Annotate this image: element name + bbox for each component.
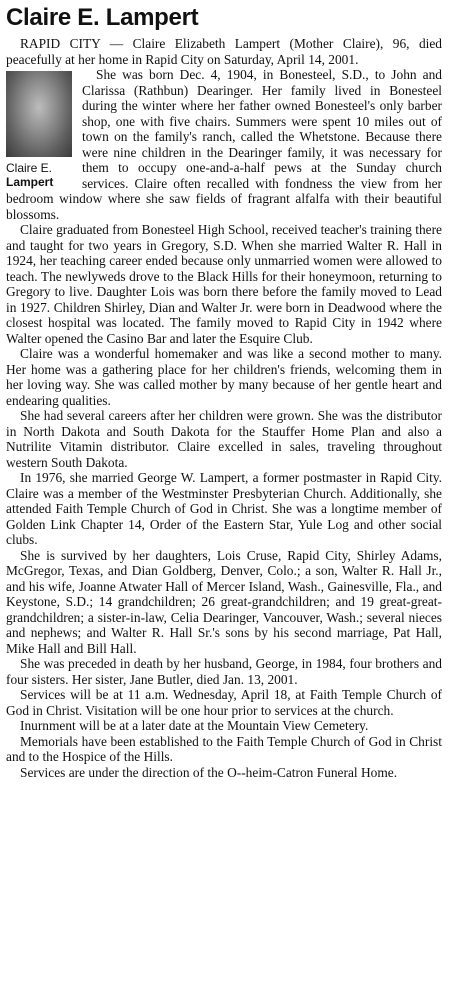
paragraph-careers: She had several careers after her children were grown. She was the distributor in North Dakota and South Dakota for the Stauffer Home Plan and also a Nutrilite Vitamin distributor. Claire excelled in sales, traveling throughout western South Dakota. xyxy=(6,408,442,470)
photo-figure xyxy=(6,71,72,189)
paragraph-early-life: She was born Dec. 4, 1904, in Bonesteel, S.D., to John and Clarissa (Rathbun) Dearinger. Her family lived in Bonesteel during the winter where her father owned Bonesteel's only barber shop, one with five chairs. Summers were spent 10 miles out of town on the family's ranch, called the Whetstone. Because there were nine children in the Dearinger family, it was necessary for them to occupy one-and-a-half pews at the Sunday church services. Claire often recalled with fondness the view from her bedroom window where she saw fields of fragrant alfalfa with their beautiful blossoms. xyxy=(6,67,442,222)
obituary-headline: Claire E. Lampert xyxy=(6,4,199,31)
paragraph-second-marriage: In 1976, she married George W. Lampert, a former postmaster in Rapid City. Claire was a member of the Westminster Presbyterian Church. Additionally, she attended Faith Temple Church of God in Christ. She was a longtime member of Golden Link Chapter 14, Order of the Eastern Star, Yule Log and other social clubs. xyxy=(6,470,442,547)
paragraph-intro: RAPID CITY — Claire Elizabeth Lampert (Mother Claire), 96, died peacefully at her home in Rapid City on Saturday, April 14, 2001. xyxy=(6,36,442,67)
paragraph-homemaker: Claire was a wonderful homemaker and was like a second mother to many. Her home was a gathering place for her children's friends, welcoming them in her loving way. She was called mother by many because of her gentle heart and endearing qualities. xyxy=(6,346,442,408)
paragraph-preceded: She was preceded in death by her husband, George, in 1984, four brothers and four sisters. Her sister, Jane Butler, died Jan. 13, 2001. xyxy=(6,656,442,687)
paragraph-survivors: She is survived by her daughters, Lois Cruse, Rapid City, Shirley Adams, McGregor, Texas, and Dian Goldberg, Denver, Colo.; a son, Walter R. Hall Jr., and his wife, Joanne Atwater Hall of Mercer Island, Wash., Gainesville, Fla., and Keystone, S.D.; 14 grandchildren; 26 great-grandchildren; and 19 great-great-grandchildren; a sister-in-law, Celia Dearinger, Vancouver, Wash.; several nieces and nephews; and Walter R. Hall Sr.'s sons by his second marriage, Pat Hall, Mike Hall and Bill Hall. xyxy=(6,547,442,656)
paragraph-marriage: Claire graduated from Bonesteel High School, received teacher's training there and taught for two years in Gregory, S.D. When she married Walter R. Hall in 1924, her teaching career ended because only unmarried women were allowed to teach. The newlyweds drove to the Black Hills for their honeymoon, returning to Gregory to live. Daughter Lois was born there before the family moved to Lead in 1927. Children Shirley, Dian and Walter Jr. were born in Deadwood where the closest hospital was located. The family moved to Rapid City in 1942 where Walter opened the Casino Bar and later the Esquire Club. xyxy=(6,222,442,346)
photo-caption-last-name: Lampert xyxy=(6,175,54,189)
paragraph-inurnment: Inurnment will be at a later date at the Mountain View Cemetery. xyxy=(20,718,369,733)
paragraph-memorials: Memorials have been established to the Faith Temple Church of God in Christ and to the Hospice of the Hills. xyxy=(6,733,442,764)
photo-caption-first-name: Claire E. xyxy=(6,161,53,175)
paragraph-services: Services will be at 11 a.m. Wednesday, April 18, at Faith Temple Church of God in Christ. Visitation will be one hour prior to services at the church. xyxy=(6,687,442,718)
portrait-photo xyxy=(6,71,72,157)
paragraph-funeral-home: Services are under the direction of the O--heim-Catron Funeral Home. xyxy=(20,764,398,780)
